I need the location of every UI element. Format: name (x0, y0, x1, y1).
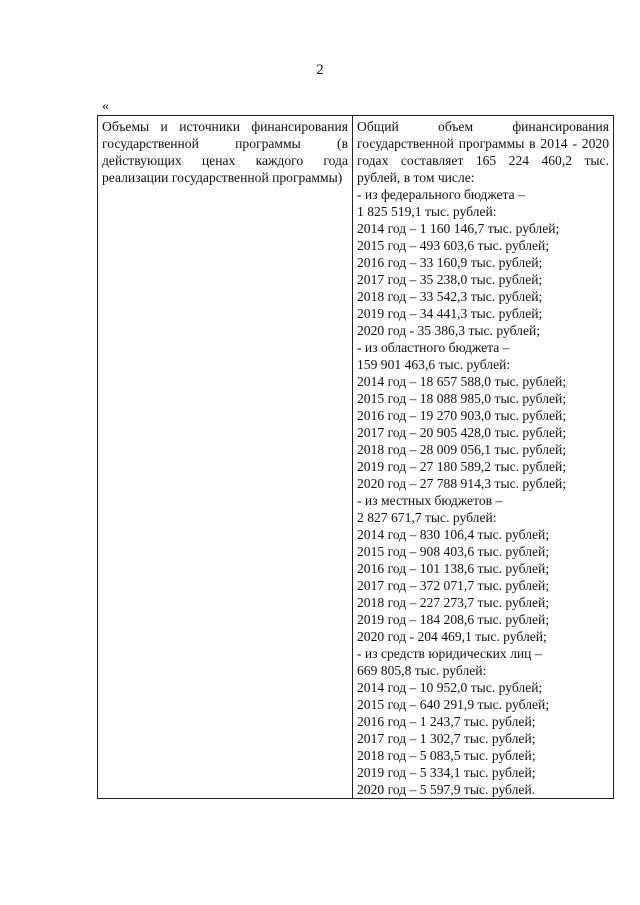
funding-line: 2016 год – 19 270 903,0 тыс. рублей; (357, 408, 567, 423)
funding-line: 2020 год - 35 386,3 тыс. рублей; (357, 323, 541, 338)
page-number: 2 (316, 62, 324, 78)
table-cell-values (353, 116, 614, 799)
funding-line: 2018 год – 28 009 056,1 тыс. рублей; (357, 442, 567, 457)
funding-line: 2018 год – 33 542,3 тыс. рублей; (357, 289, 543, 304)
funding-line: 2015 год – 640 291,9 тыс. рублей; (357, 697, 550, 712)
opening-quote-mark: « (102, 99, 109, 114)
funding-line: 2018 год – 5 083,5 тыс. рублей; (357, 748, 536, 763)
funding-line: 159 901 463,6 тыс. рублей: (357, 357, 511, 372)
funding-line: 669 805,8 тыс. рублей: (357, 663, 487, 678)
funding-line: 2 827 671,7 тыс. рублей: (357, 510, 497, 525)
funding-line: 2017 год – 1 302,7 тыс. рублей; (357, 731, 536, 746)
funding-line: 2017 год – 20 905 428,0 тыс. рублей; (357, 425, 567, 440)
funding-line: 2014 год – 1 160 146,7 тыс. рублей; (357, 221, 560, 236)
funding-line: 2019 год – 27 180 589,2 тыс. рублей; (357, 459, 567, 474)
funding-line: 2020 год - 204 469,1 тыс. рублей; (357, 629, 547, 644)
funding-line: 2016 год – 33 160,9 тыс. рублей; (357, 255, 543, 270)
table-cell-label (98, 116, 353, 799)
funding-line: 2015 год – 493 603,6 тыс. рублей; (357, 238, 550, 253)
funding-line: 2016 год – 1 243,7 тыс. рублей; (357, 714, 536, 729)
funding-line: 2014 год – 18 657 588,0 тыс. рублей; (357, 374, 567, 389)
funding-line: 2019 год – 184 208,6 тыс. рублей; (357, 612, 550, 627)
funding-line: 2020 год – 5 597,9 тыс. рублей. (357, 782, 536, 797)
funding-line: - из областного бюджета – (357, 340, 510, 355)
funding-line: - из средств юридических лиц – (357, 646, 542, 661)
funding-line: - из федерального бюджета – (357, 187, 525, 202)
funding-line: 2014 год – 830 106,4 тыс. рублей; (357, 527, 550, 542)
funding-line: 1 825 519,1 тыс. рублей: (357, 204, 497, 219)
funding-line: 2015 год – 18 088 985,0 тыс. рублей; (357, 391, 567, 406)
funding-line: 2015 год – 908 403,6 тыс. рублей; (357, 544, 550, 559)
funding-line: 2020 год – 27 788 914,3 тыс. рублей; (357, 476, 567, 491)
funding-line: 2017 год – 372 071,7 тыс. рублей; (357, 578, 550, 593)
funding-table (97, 115, 614, 799)
funding-intro-text: Общий объем финансирования государственной программы в 2014 - 2020 годах составляет 165 224 460,2 тыс. рублей, в том числе: (357, 119, 609, 185)
funding-line: 2017 год – 35 238,0 тыс. рублей; (357, 272, 543, 287)
funding-line: 2019 год – 5 334,1 тыс. рублей; (357, 765, 536, 780)
funding-line: 2016 год – 101 138,6 тыс. рублей; (357, 561, 550, 576)
funding-line: 2014 год – 10 952,0 тыс. рублей; (357, 680, 543, 695)
funding-label-text: Объемы и источники финансирования государственной программы (в действующих ценах каждого года реализации государственной программы) (102, 119, 348, 185)
funding-breakdown-list (357, 186, 609, 798)
funding-line: 2019 год – 34 441,3 тыс. рублей; (357, 306, 543, 321)
funding-line: - из местных бюджетов – (357, 493, 503, 508)
funding-line: 2018 год – 227 273,7 тыс. рублей; (357, 595, 550, 610)
table-row (98, 116, 614, 799)
